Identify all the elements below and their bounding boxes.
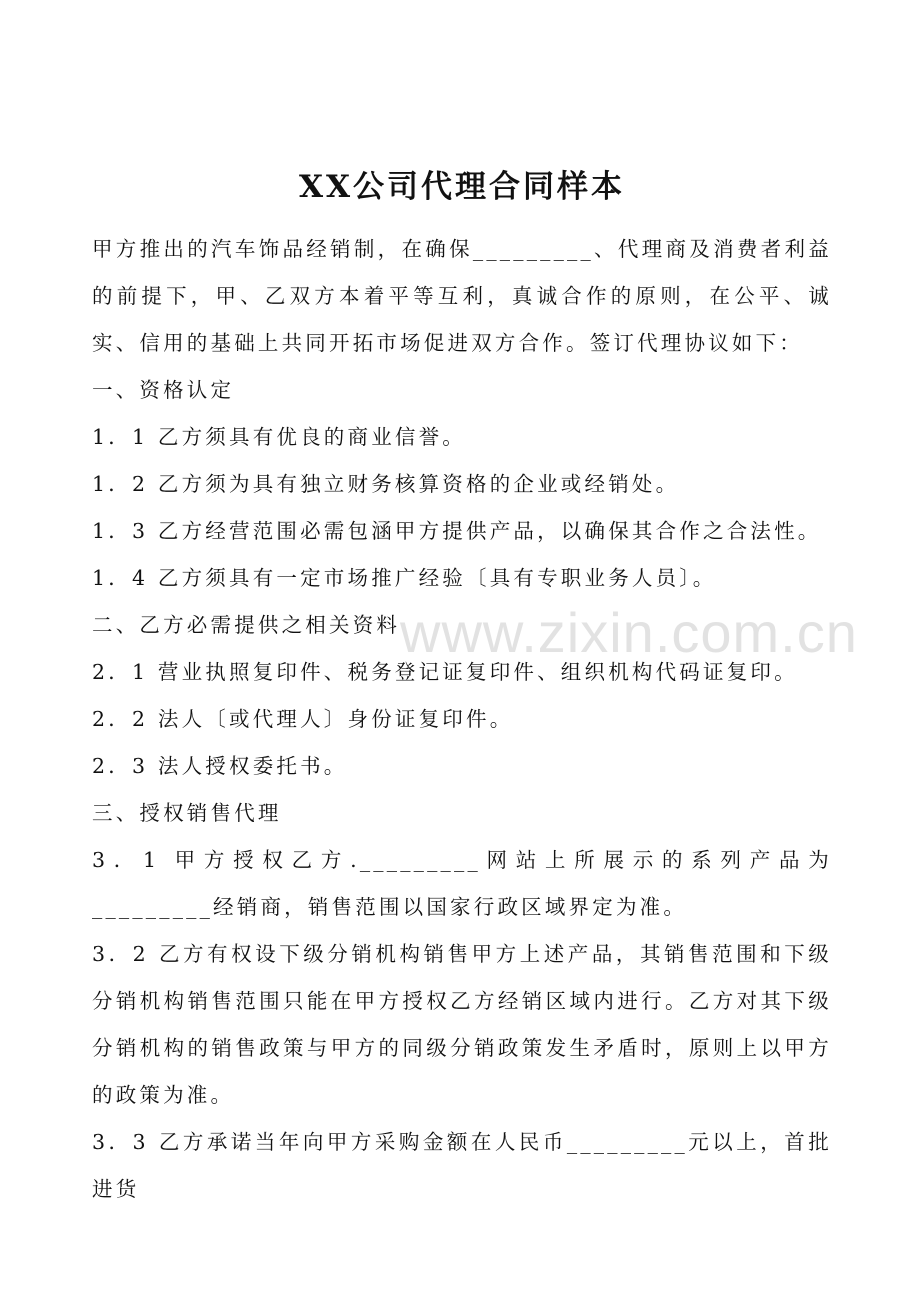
clause-3-1: 3．1 甲方授权乙方._________网站上所展示的系列产品为_________经销商，销售范围以国家行政区域界定为准。 [92, 848, 832, 919]
clause-1-3: 1．3 乙方经营范围必需包涵甲方提供产品，以确保其合作之合法性。 [92, 519, 822, 543]
document-page [92, 160, 832, 1213]
clause-2-2: 2．2 法人〔或代理人〕身份证复印件。 [92, 707, 514, 731]
clause-2-3: 2．3 法人授权委托书。 [92, 754, 348, 778]
paragraph-intro: 甲方推出的汽车饰品经销制，在确保_________、代理商及消费者利益的前提下，甲、乙双方本着平等互利，真诚合作的原则，在公平、诚实、信用的基础上共同开拓市场促进双方合作。签订代理协议如下： [92, 237, 832, 355]
clause-1-4: 1．4 乙方须具有一定市场推广经验〔具有专职业务人员〕。 [92, 566, 717, 590]
clause-2-1: 2．1 营业执照复印件、税务登记证复印件、组织机构代码证复印。 [92, 660, 798, 684]
clause-3-2: 3．2 乙方有权设下级分销机构销售甲方上述产品，其销售范围和下级分销机构销售范围只能在甲方授权乙方经销区域内进行。乙方对其下级分销机构的销售政策与甲方的同级分销政策发生矛盾时，原则上以甲方的政策为准。 [92, 942, 832, 1107]
clause-1-2: 1．2 乙方须为具有独立财务核算资格的企业或经销处。 [92, 472, 680, 496]
clause-1-1: 1．1 乙方须具有优良的商业信誉。 [92, 425, 467, 449]
watermark: www.zixin.com.cn [400, 601, 858, 664]
document-title: XX公司代理合同样本 [298, 169, 626, 205]
section-heading-materials: 二、乙方必需提供之相关资料 [92, 613, 401, 637]
section-heading-qualification: 一、资格认定 [92, 378, 235, 402]
clause-3-3: 3．3 乙方承诺当年向甲方采购金额在人民币_________元以上，首批进货 [92, 1130, 832, 1201]
section-heading-authorization: 三、授权销售代理 [92, 801, 282, 825]
